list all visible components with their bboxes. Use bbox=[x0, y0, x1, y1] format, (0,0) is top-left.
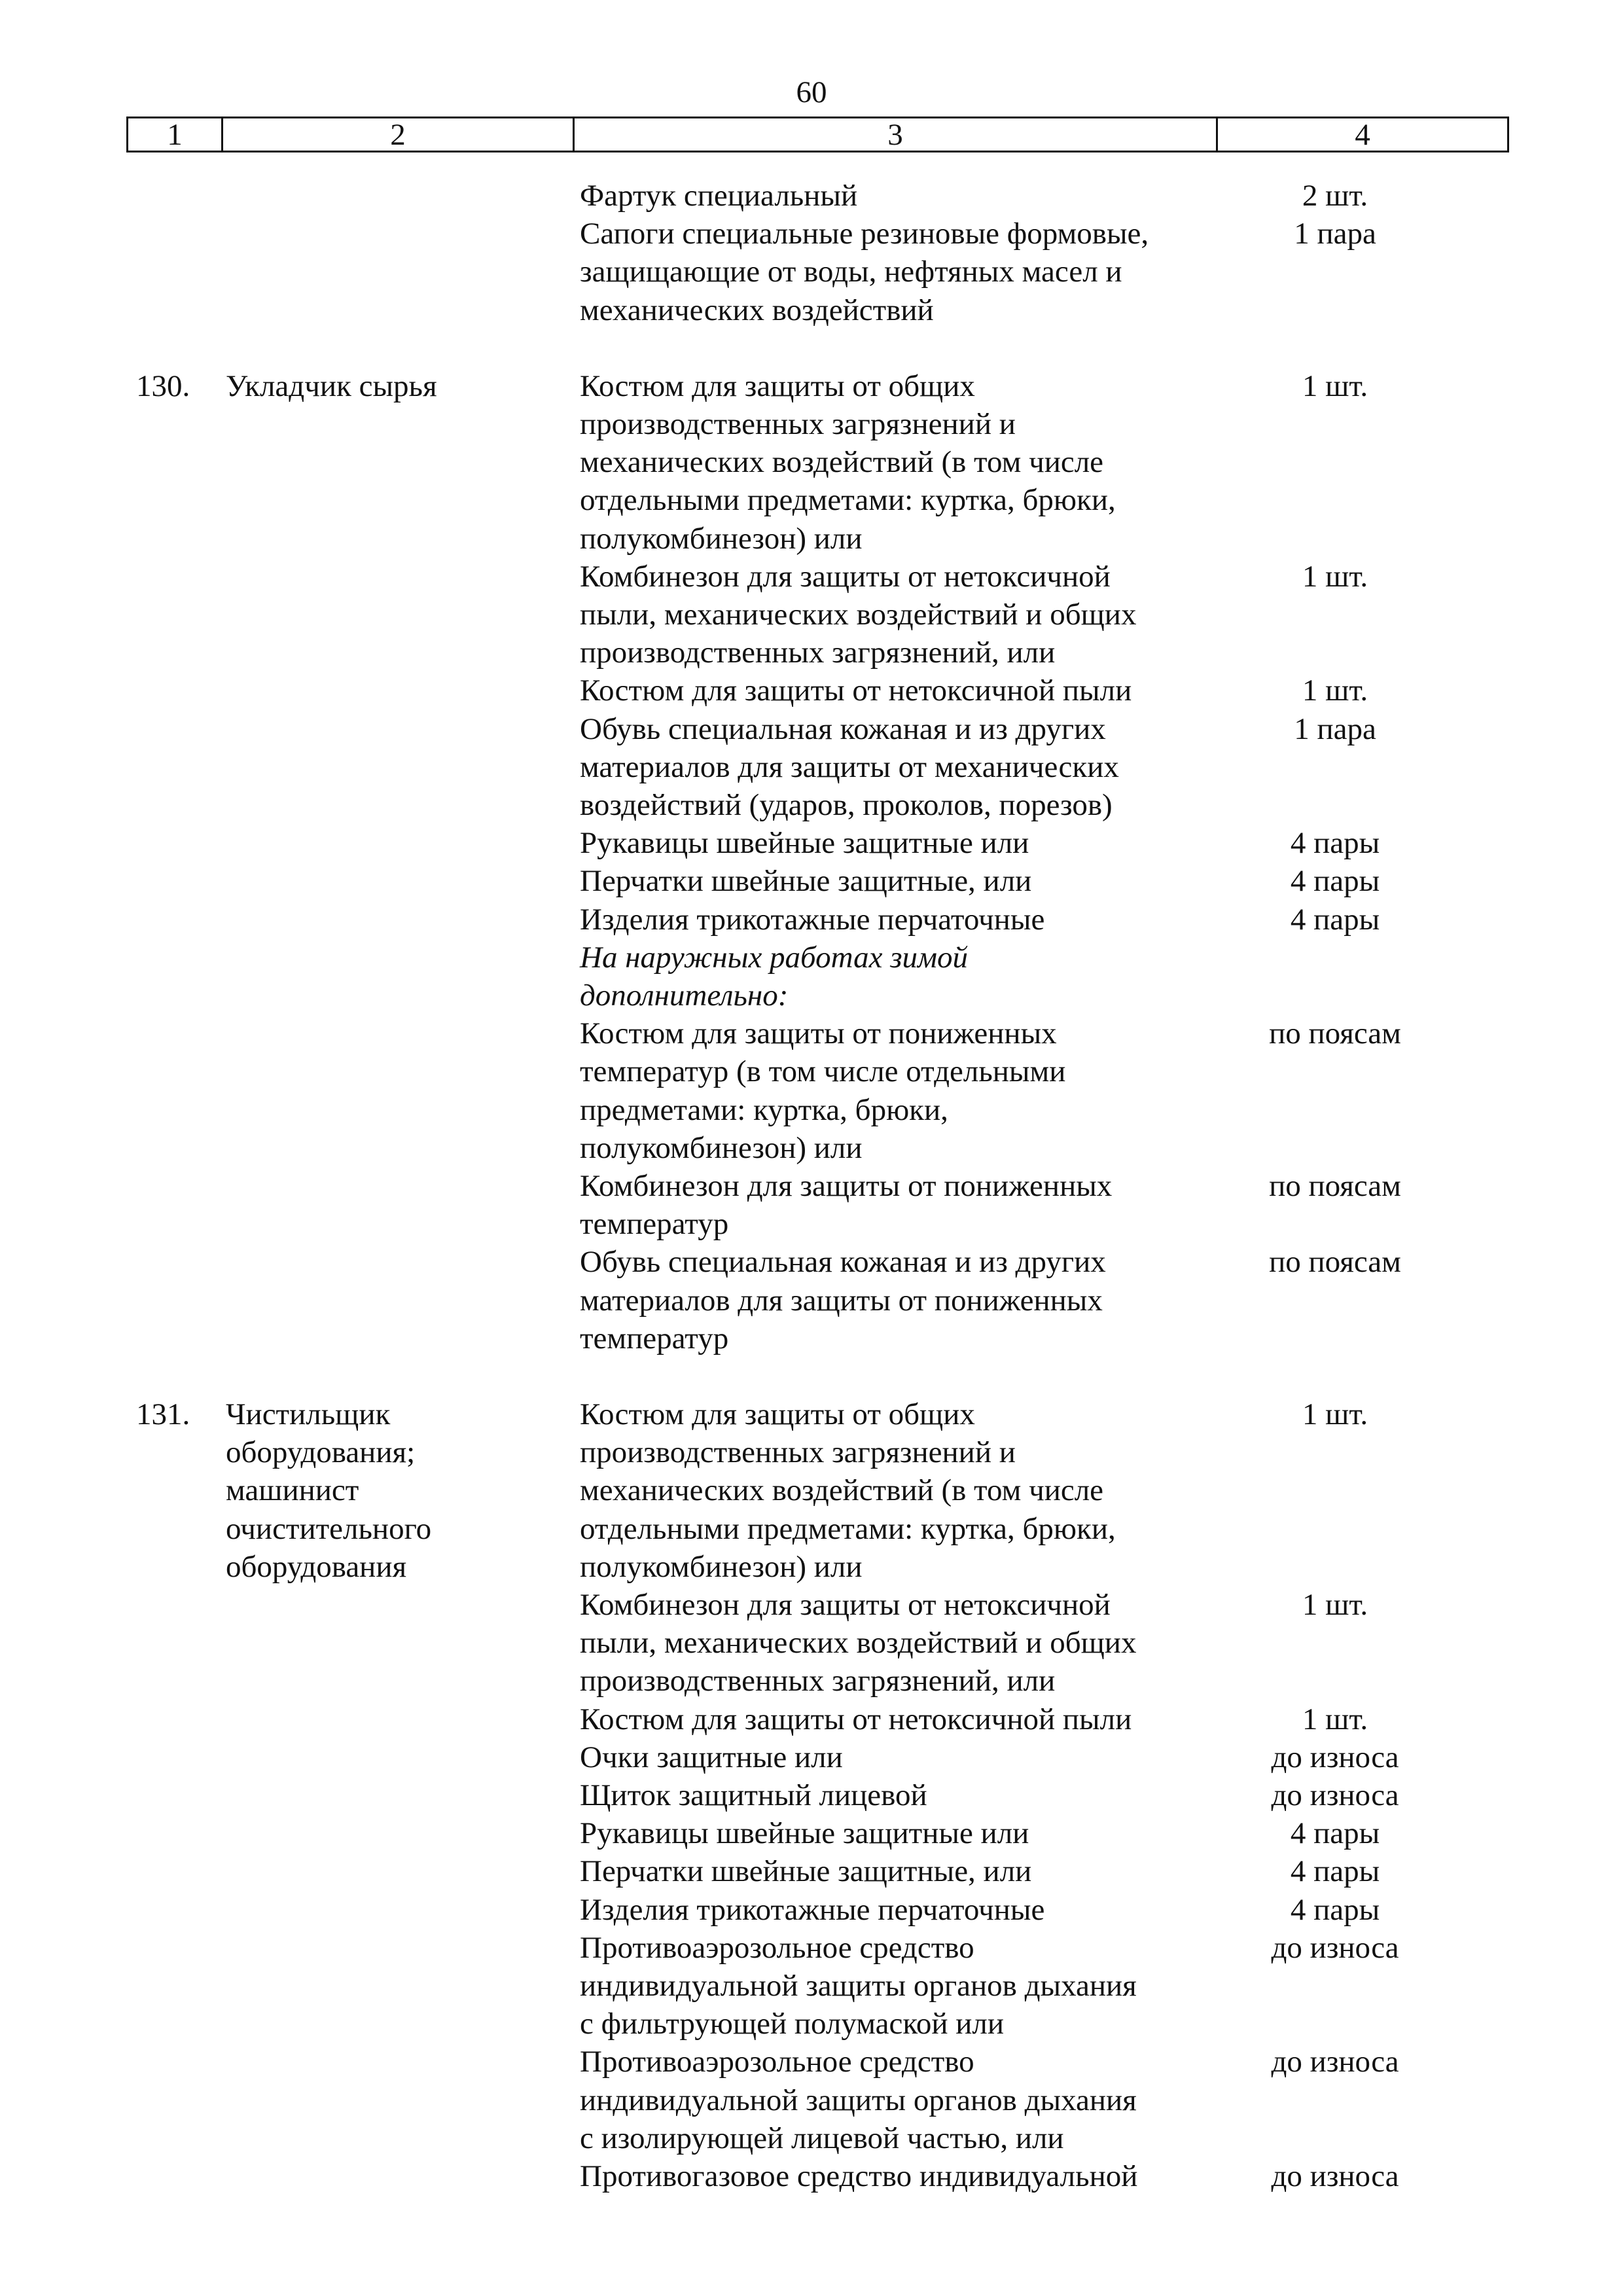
item-quantity: 1 пара bbox=[1294, 711, 1376, 746]
item-quantity: 4 пары bbox=[1290, 1892, 1380, 1927]
item-text-line: Перчатки швейные защитные, или bbox=[580, 864, 1032, 899]
item-text-line: Костюм для защиты от нетоксичной пыли bbox=[580, 673, 1132, 708]
item-quantity: 1 шт. bbox=[1302, 1397, 1368, 1431]
item-text-line: механических воздействий (в том числе bbox=[580, 445, 1104, 480]
item-text-line: материалов для защиты от механических bbox=[580, 749, 1119, 784]
item-quantity: 4 пары bbox=[1290, 864, 1380, 899]
item-quantity: до износа bbox=[1271, 1778, 1399, 1812]
item-text-line: производственных загрязнений и bbox=[580, 407, 1016, 441]
item-text-line: Щиток защитный лицевой bbox=[580, 1778, 927, 1812]
occupation-line: машинист bbox=[226, 1473, 359, 1508]
item-text-line: Рукавицы швейные защитные или bbox=[580, 1816, 1029, 1851]
item-quantity: 1 шт. bbox=[1302, 1702, 1368, 1736]
item-quantity: 1 шт. bbox=[1302, 1588, 1368, 1622]
item-quantity: 4 пары bbox=[1290, 1816, 1380, 1851]
item-text-line: Костюм для защиты от общих bbox=[580, 1397, 975, 1431]
item-quantity: до износа bbox=[1271, 1740, 1399, 1774]
item-text-line: Изделия трикотажные перчаточные bbox=[580, 902, 1045, 937]
item-text-line: Костюм для защиты от пониженных bbox=[580, 1016, 1057, 1051]
item-text-line: Комбинезон для защиты от нетоксичной bbox=[580, 1588, 1111, 1622]
item-text-line: индивидуальной защиты органов дыхания bbox=[580, 1969, 1137, 2003]
item-quantity: 1 шт. bbox=[1302, 368, 1368, 403]
item-quantity: 2 шт. bbox=[1302, 179, 1368, 213]
item-quantity: 1 шт. bbox=[1302, 673, 1368, 708]
item-text-line: Костюм для защиты от общих bbox=[580, 368, 975, 403]
occupation-line: Укладчик сырья bbox=[226, 368, 437, 403]
header-col-2: 2 bbox=[221, 118, 573, 151]
item-quantity: по поясам bbox=[1269, 1169, 1401, 1203]
item-text-line: Рукавицы швейные защитные или bbox=[580, 826, 1029, 861]
item-text-line: Костюм для защиты от нетоксичной пыли bbox=[580, 1702, 1132, 1736]
item-quantity: до износа bbox=[1271, 2045, 1399, 2079]
item-text-line: Обувь специальная кожаная и из других bbox=[580, 1245, 1106, 1280]
item-text-line: защищающие от воды, нефтяных масел и bbox=[580, 255, 1122, 289]
item-quantity: 4 пары bbox=[1290, 902, 1380, 937]
item-text-line: Очки защитные или bbox=[580, 1740, 843, 1774]
item-text-line: пыли, механических воздействий и общих bbox=[580, 1626, 1137, 1660]
occupation-line: очистительного bbox=[226, 1511, 432, 1546]
item-text-line: предметами: куртка, брюки, bbox=[580, 1092, 948, 1127]
item-text-line: производственных загрязнений, или bbox=[580, 1664, 1056, 1698]
item-text-line: На наружных работах зимой bbox=[580, 940, 969, 975]
item-text-line: температур bbox=[580, 1321, 729, 1355]
item-quantity: 1 шт. bbox=[1302, 559, 1368, 594]
item-quantity: по поясам bbox=[1269, 1245, 1401, 1280]
occupation-line: оборудования; bbox=[226, 1435, 416, 1470]
item-text-line: полукомбинезон) или bbox=[580, 1549, 863, 1584]
item-text-line: Сапоги специальные резиновые формовые, bbox=[580, 217, 1149, 251]
occupation-line: оборудования bbox=[226, 1549, 407, 1584]
page-number: 60 bbox=[796, 75, 827, 109]
item-text-line: отдельными предметами: куртка, брюки, bbox=[580, 483, 1116, 518]
header-col-4: 4 bbox=[1216, 118, 1507, 151]
item-text-line: Противогазовое средство индивидуальной bbox=[580, 2159, 1138, 2193]
header-col-3: 3 bbox=[573, 118, 1216, 151]
item-text-line: температур bbox=[580, 1207, 729, 1242]
item-text-line: производственных загрязнений и bbox=[580, 1435, 1016, 1470]
item-text-line: воздействий (ударов, проколов, порезов) bbox=[580, 788, 1113, 822]
item-quantity: 4 пары bbox=[1290, 1854, 1380, 1889]
item-text-line: с фильтрующей полумаской или bbox=[580, 2007, 1004, 2041]
item-text-line: механических воздействий bbox=[580, 293, 934, 327]
item-text-line: Фартук специальный bbox=[580, 179, 858, 213]
item-quantity: до износа bbox=[1271, 1930, 1399, 1965]
header-col-1: 1 bbox=[167, 117, 183, 152]
item-text-line: дополнительно: bbox=[580, 978, 789, 1013]
item-text-line: Обувь специальная кожаная и из других bbox=[580, 711, 1106, 746]
item-text-line: полукомбинезон) или bbox=[580, 1130, 863, 1165]
item-text-line: индивидуальной защиты органов дыхания bbox=[580, 2083, 1137, 2117]
item-text-line: механических воздействий (в том числе bbox=[580, 1473, 1104, 1508]
item-text-line: Комбинезон для защиты от нетоксичной bbox=[580, 559, 1111, 594]
item-text-line: отдельными предметами: куртка, брюки, bbox=[580, 1511, 1116, 1546]
item-text-line: Комбинезон для защиты от пониженных bbox=[580, 1169, 1113, 1203]
item-quantity: по поясам bbox=[1269, 1016, 1401, 1051]
item-text-line: Противоаэрозольное средство bbox=[580, 2045, 974, 2079]
item-quantity: 4 пары bbox=[1290, 826, 1380, 861]
occupation-line: Чистильщик bbox=[226, 1397, 391, 1431]
entry-number: 131. bbox=[136, 1397, 190, 1431]
item-text-line: Изделия трикотажные перчаточные bbox=[580, 1892, 1045, 1927]
item-quantity: до износа bbox=[1271, 2159, 1399, 2193]
item-text-line: производственных загрязнений, или bbox=[580, 636, 1056, 670]
item-text-line: с изолирующей лицевой частью, или bbox=[580, 2121, 1064, 2155]
item-text-line: материалов для защиты от пониженных bbox=[580, 1283, 1103, 1318]
item-text-line: Противоаэрозольное средство bbox=[580, 1930, 974, 1965]
item-text-line: полукомбинезон) или bbox=[580, 521, 863, 556]
entry-number: 130. bbox=[136, 368, 190, 403]
item-text-line: пыли, механических воздействий и общих bbox=[580, 598, 1137, 632]
item-text-line: Перчатки швейные защитные, или bbox=[580, 1854, 1032, 1889]
item-text-line: температур (в том числе отдельными bbox=[580, 1054, 1066, 1089]
item-quantity: 1 пара bbox=[1294, 217, 1376, 251]
